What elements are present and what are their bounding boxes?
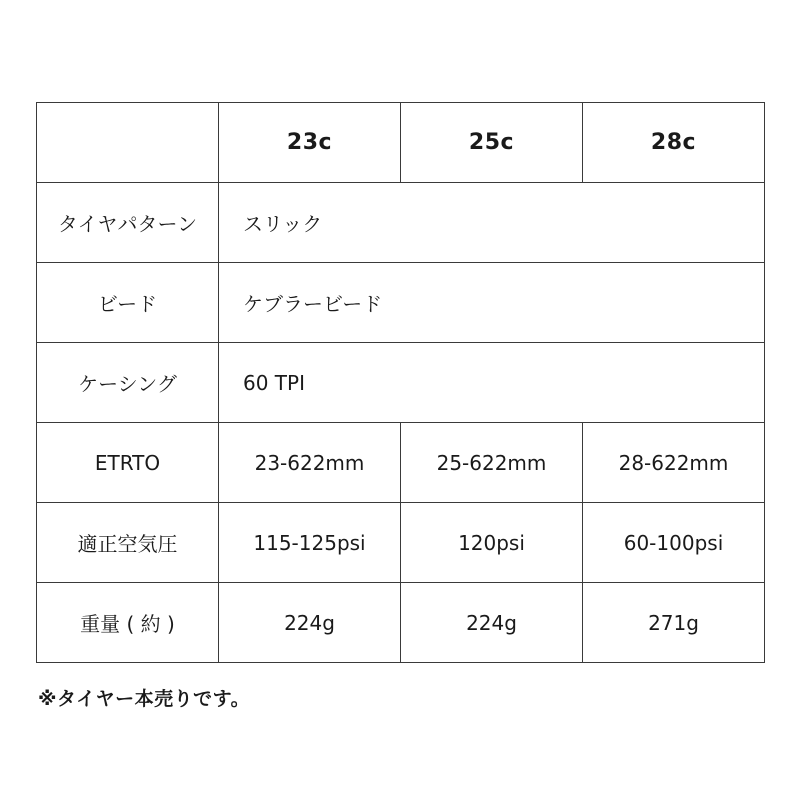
- row-label-pressure: 適正空気圧: [37, 503, 219, 583]
- size-header-23c: 23c: [219, 103, 401, 183]
- table-row: [37, 503, 765, 583]
- weight-25c: 224g: [401, 583, 583, 663]
- pressure-25c: 120psi: [401, 503, 583, 583]
- row-label-weight: 重量 ( 約 ): [37, 583, 219, 663]
- table-row: [37, 583, 765, 663]
- table-row: [37, 183, 765, 263]
- header-blank-cell: [37, 103, 219, 183]
- size-header-28c: 28c: [583, 103, 765, 183]
- table-row: [37, 263, 765, 343]
- weight-23c: 224g: [219, 583, 401, 663]
- etrto-25c: 25-622mm: [401, 423, 583, 503]
- footnote: ※タイヤー本売りです。: [38, 688, 251, 710]
- header-row: [37, 103, 765, 183]
- size-header-25c: 25c: [401, 103, 583, 183]
- pressure-23c: 115-125psi: [219, 503, 401, 583]
- row-label-bead: ビード: [37, 263, 219, 343]
- weight-28c: 271g: [583, 583, 765, 663]
- row-label-casing: ケーシング: [37, 343, 219, 423]
- spec-table: [36, 102, 765, 663]
- etrto-23c: 23-622mm: [219, 423, 401, 503]
- value-bead: ケブラービード: [219, 263, 765, 343]
- table-row: [37, 343, 765, 423]
- value-tire-pattern: スリック: [219, 183, 765, 263]
- value-casing: 60 TPI: [219, 343, 765, 423]
- row-label-tire-pattern: タイヤパターン: [37, 183, 219, 263]
- row-label-etrto: ETRTO: [37, 423, 219, 503]
- etrto-28c: 28-622mm: [583, 423, 765, 503]
- pressure-28c: 60-100psi: [583, 503, 765, 583]
- table-row: [37, 423, 765, 503]
